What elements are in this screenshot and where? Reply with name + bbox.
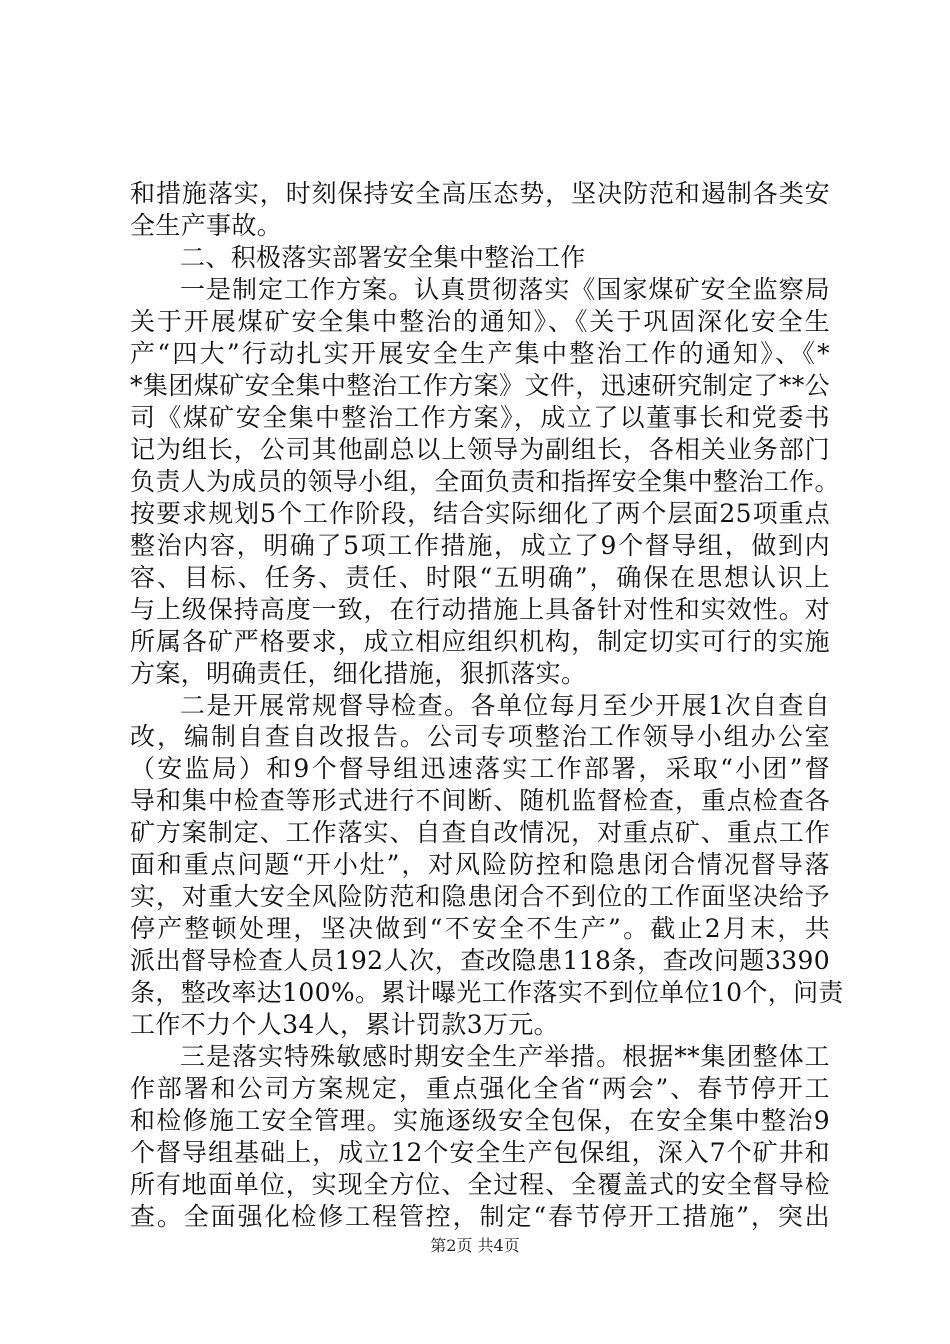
body-text-line: 记为组长，公司其他副总以上领导为副组长，各相关业务部门 (130, 435, 830, 464)
body-text-line: 所有地面单位，实现全方位、全过程、全覆盖式的安全督导检 (130, 1170, 830, 1199)
body-text-line: 一是制定工作方案。认真贯彻落实《国家煤矿安全监察局 (180, 275, 830, 304)
body-text-line: 容、目标、任务、责任、时限“五明确”，确保在思想认识上 (130, 563, 830, 592)
body-text-line: 派出督导检查人员192人次，查改隐患118条，查改问题3390 (130, 946, 830, 975)
body-text-line: 关于开展煤矿安全集中整治的通知》、《关于巩固深化安全生 (130, 307, 830, 336)
body-text-line: 负责人为成员的领导小组，全面负责和指挥安全集中整治工作。 (130, 467, 840, 496)
body-text-line: 产“四大”行动扎实开展安全生产集中整治工作的通知》、《* (130, 339, 830, 368)
body-text-line: 和措施落实，时刻保持安全高压态势，坚决防范和遏制各类安 (130, 179, 830, 208)
body-text-line: 和检修施工安全管理。实施逐级安全包保，在安全集中整治9 (130, 1106, 830, 1135)
body-text-line: 司《煤矿安全集中整治工作方案》，成立了以董事长和党委书 (130, 403, 830, 432)
body-text-line: 改，编制自查自改报告。公司专项整治工作领导小组办公室 (130, 722, 830, 751)
body-text-line: 面和重点问题“开小灶”，对风险防控和隐患闭合情况督导落 (130, 850, 830, 879)
body-text-line: 实，对重大安全风险防范和隐患闭合不到位的工作面坚决给予 (130, 882, 830, 911)
body-text-line: 与上级保持高度一致，在行动措施上具备针对性和实效性。对 (130, 595, 830, 624)
body-text-line: 个督导组基础上，成立12个安全生产包保组，深入7个矿井和 (130, 1138, 830, 1167)
body-text-line: 三是落实特殊敏感时期安全生产举措。根据**集团整体工 (180, 1042, 830, 1071)
body-text-line: 查。全面强化检修工程管控，制定“春节停开工措施”，突出 (130, 1202, 830, 1231)
body-text-line: 条，整改率达100%。累计曝光工作落实不到位单位10个，问责 (130, 978, 844, 1007)
body-text-line: 工作不力个人34人，累计罚款3万元。 (130, 1010, 560, 1039)
body-text-line: （安监局）和9个督导组迅速落实工作部署，采取“小团”督 (130, 754, 830, 783)
body-text-line: *集团煤矿安全集中整治工作方案》文件，迅速研究制定了**公 (130, 371, 830, 400)
body-text-line: 二是开展常规督导检查。各单位每月至少开展1次自查自 (180, 691, 830, 720)
body-text-line: 作部署和公司方案规定，重点强化全省“两会”、春节停开工 (130, 1074, 830, 1103)
body-text-line: 导和集中检查等形式进行不间断、随机监督检查，重点检查各 (130, 786, 830, 815)
body-text-line: 按要求规划5个工作阶段，结合实际细化了两个层面25项重点 (130, 499, 830, 528)
page-number-footer: 第2页 共4页 (430, 1236, 520, 1255)
section-heading: 二、积极落实部署安全集中整治工作 (180, 243, 586, 272)
body-text-line: 全生产事故。 (130, 211, 283, 240)
body-text-line: 整治内容，明确了5项工作措施，成立了9个督导组，做到内 (130, 531, 830, 560)
body-text-line: 方案，明确责任，细化措施，狠抓落实。 (130, 659, 587, 688)
body-text-line: 停产整顿处理，坚决做到“不安全不生产”。截止2月末，共 (130, 914, 830, 943)
body-text-line: 矿方案制定、工作落实、自查自改情况，对重点矿、重点工作 (130, 818, 830, 847)
body-text-line: 所属各矿严格要求，成立相应组织机构，制定切实可行的实施 (130, 627, 830, 656)
